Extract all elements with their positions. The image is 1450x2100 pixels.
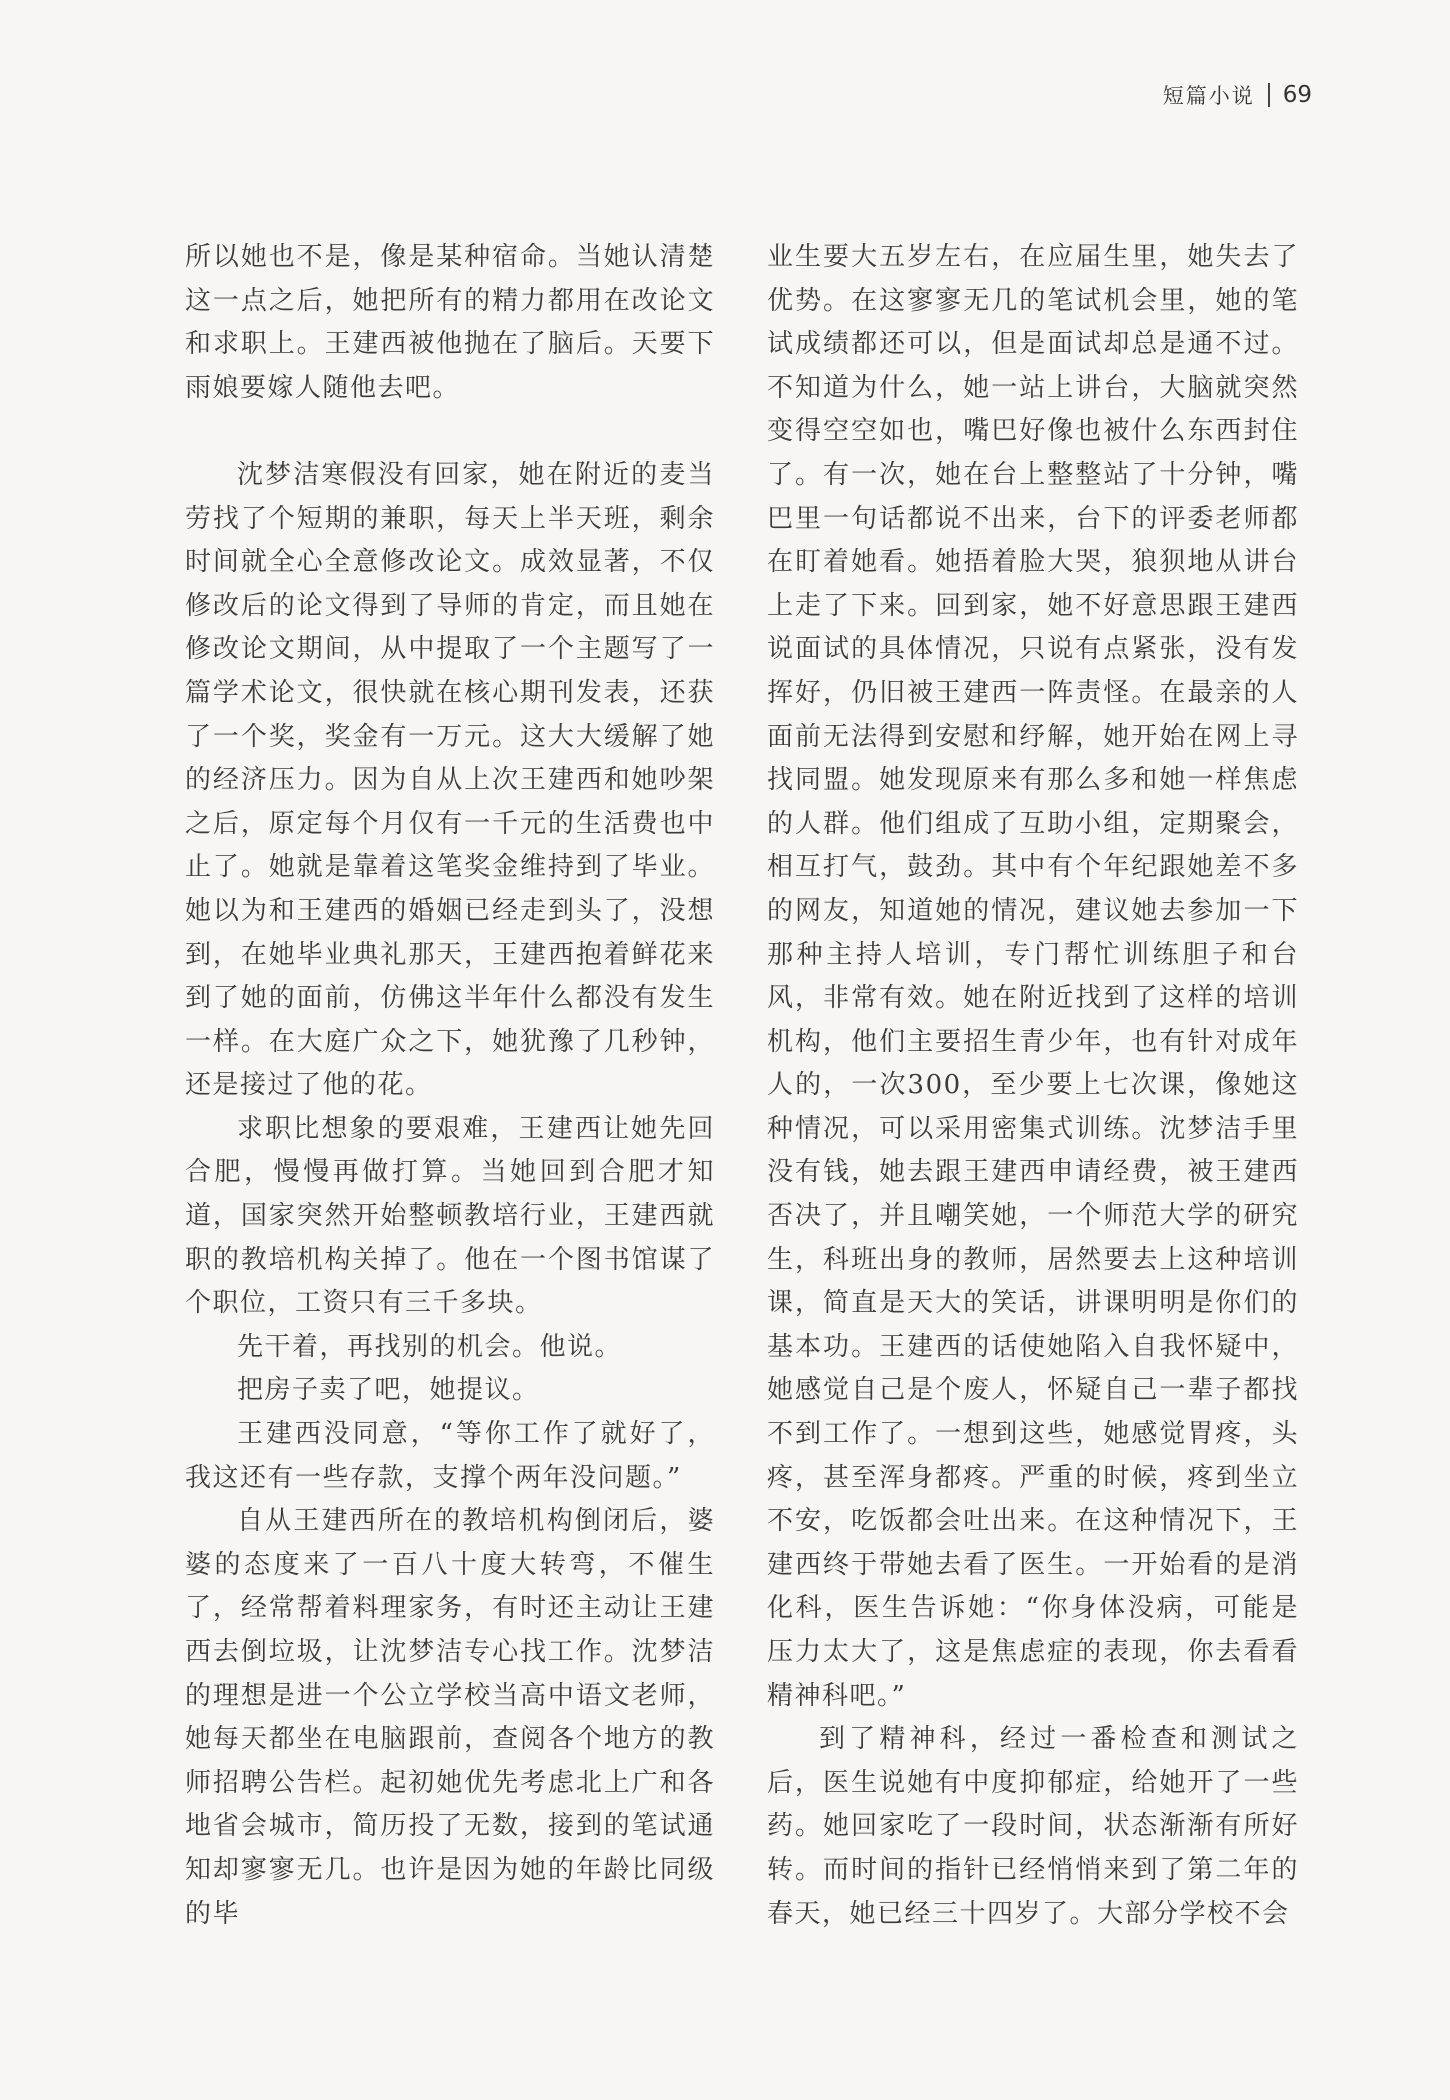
paragraph: 求职比想象的要艰难，王建西让她先回合肥，慢慢再做打算。当她回到合肥才知道，国家突然开始整顿教培行业，王建西就职的教培机构关掉了。他在一个图书馆谋了个职位，工资只有三千多块。 <box>185 1113 715 1319</box>
left-column <box>185 236 715 1936</box>
paragraph: 自从王建西所在的教培机构倒闭后，婆婆的态度来了一百八十度大转弯，不催生了，经常帮着料理家务，有时还主动让王建西去倒垃圾，让沈梦洁专心找工作。沈梦洁的理想是进一个公立学校当高中语文老师，她每天都坐在电脑跟前，查阅各个地方的教师招聘公告栏。起初她优先考虑北上广和各地省会城市，简历投了无数，接到的笔试通知却寥寥无几。也许是因为她的年龄比同级的毕 <box>185 1506 715 1929</box>
section-break <box>185 410 715 454</box>
right-column <box>767 236 1299 1936</box>
paragraph: 所以她也不是，像是某种宿命。当她认清楚这一点之后，她把所有的精力都用在改论文和求职上。王建西被他抛在了脑后。天要下雨娘要嫁人随他去吧。 <box>185 242 715 403</box>
page-number: 69 <box>1282 82 1312 108</box>
paragraph: 先干着，再找别的机会。他说。 <box>237 1331 623 1362</box>
section-title: 短篇小说 <box>1162 84 1255 108</box>
paragraph: 到了精神科，经过一番检查和测试之后，医生说她有中度抑郁症，给她开了一些药。她回家吃了一段时间，状态渐渐有所好转。而时间的指针已经悄悄来到了第二年的春天，她已经三十四岁了。大部分学校不会 <box>767 1724 1299 1929</box>
running-header <box>1163 80 1312 110</box>
paragraph: 把房子卖了吧，她提议。 <box>237 1375 540 1406</box>
paragraph: 王建西没同意，“等你工作了就好了，我这还有一些存款，支撑个两年没问题。” <box>185 1419 715 1493</box>
paragraph: 业生要大五岁左右，在应届生里，她失去了优势。在这寥寥无几的笔试机会里，她的笔试成绩都还可以，但是面试却总是通不过。不知道为什么，她一站上讲台，大脑就突然变得空空如也，嘴巴好像也被什么东西封住了。有一次，她在台上整整站了十分钟，嘴巴里一句话都说不出来，台下的评委老师都在盯着她看。她捂着脸大哭，狼狈地从讲台上走了下来。回到家，她不好意思跟王建西说面试的具体情况，只说有点紧张，没有发挥好，仍旧被王建西一阵责怪。在最亲的人面前无法得到安慰和纾解，她开始在网上寻找同盟。她发现原来有那么多和她一样焦虑的人群。他们组成了互助小组，定期聚会，相互打气，鼓劲。其中有个年纪跟她差不多的网友，知道她的情况，建议她去参加一下那种主持人培训，专门帮忙训练胆子和台风，非常有效。她在附近找到了这样的培训机构，他们主要招生青少年，也有针对成年人的，一次300，至少要上七次课，像她这种情况，可以采用密集式训练。沈梦洁手里没有钱，她去跟王建西申请经费，被王建西否决了，并且嘲笑她，一个师范大学的研究生，科班出身的教师，居然要去上这种培训课，简直是天大的笑话，讲课明明是你们的基本功。王建西的话使她陷入自我怀疑中，她感觉自己是个废人，怀疑自己一辈子都找不到工作了。一想到这些，她感觉胃疼，头疼，甚至浑身都疼。严重的时候，疼到坐立不安，吃饭都会吐出来。在这种情况下，王建西终于带她去看了医生。一开始看的是消化科，医生告诉她：“你身体没病，可能是压力太大了，这是焦虑症的表现，你去看看精神科吧。” <box>767 242 1299 1711</box>
paragraph: 沈梦洁寒假没有回家，她在附近的麦当劳找了个短期的兼职，每天上半天班，剩余时间就全心全意修改论文。成效显著，不仅修改后的论文得到了导师的肯定，而且她在修改论文期间，从中提取了一个主题写了一篇学术论文，很快就在核心期刊发表，还获了一个奖，奖金有一万元。这大大缓解了她的经济压力。因为自从上次王建西和她吵架之后，原定每个月仅有一千元的生活费也中止了。她就是靠着这笔奖金维持到了毕业。她以为和王建西的婚姻已经走到头了，没想到，在她毕业典礼那天，王建西抱着鲜花来到了她的面前，仿佛这半年什么都没有发生一样。在大庭广众之下，她犹豫了几秒钟，还是接过了他的花。 <box>185 459 715 1101</box>
header-divider <box>1268 83 1270 107</box>
